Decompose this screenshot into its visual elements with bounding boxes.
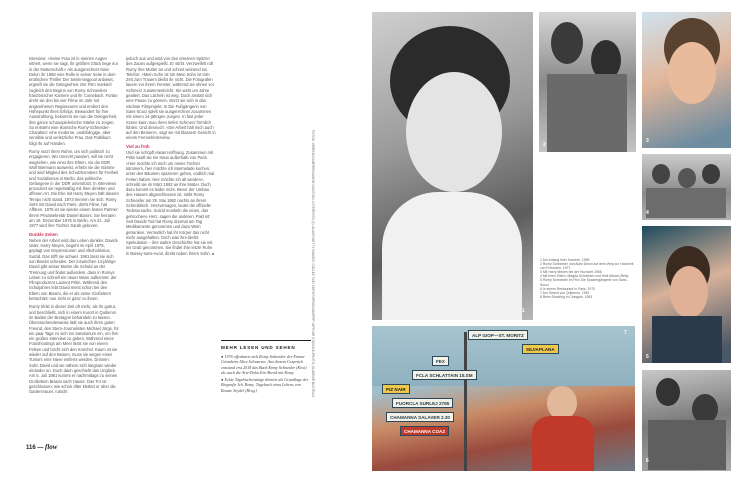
brand-logo: flow (45, 443, 58, 451)
paragraph: jedoch aus und wird von den eisernen Spitzen des Zauns aufgespießt. Er stirbt. Verzweifelt ruft Romy ihre Mutter an und schreit weinend ins Telefon: »Mein Sohn ist tot! Mein Sohn ist tot!« Zeit zum Trauern bleibt ihr nicht. Die Fotografen lauern vor ihrem Fenster, während sie ohnen vor Schmerz zusammenbricht. Sie wirkt um Jahre gealtert. Das Lächeln ist weg. Doch anstatt sich eine Pause zu gönnen, stürzt sie sich in das nächste Filmprojekt. In Die Fußgängerin von Sans-Souci spielt sie ausgerechnet zusammen mit einem 14-jährigen Jungen. In fast jeder Szene kann man ihren tiefen Schmerz förmlich fühlen. Und dennoch: »Die Arbeit hält mich auch auf den Beinen!«, sagt sie mit blassem Gesicht in einem Fernsehinterview. (126, 56, 216, 141)
box-title: MEHR LESEN UND SEHEN (221, 340, 311, 350)
more-info-box (221, 340, 311, 395)
photo-portrait-color: 3 (642, 12, 731, 148)
page-number: 116 (26, 445, 36, 451)
signpost-sign: FEX (432, 356, 449, 366)
photo-restaurant-bw: 6 (642, 370, 731, 471)
page-footer: 116 — flow (26, 443, 58, 451)
photo-portrait-smiling: 1 (372, 12, 533, 320)
signpost-sign: ALP GIOP—ST. MORITZ (468, 330, 528, 340)
photo-couple-bw: 2 (539, 12, 636, 152)
text-column-1 (29, 56, 119, 397)
shirt-shape (382, 192, 522, 320)
box-item: ● 1976 offenbarte sich Romy Schneider der Emma-Gründerin Alice Schwarzer. Aus diesem Gespräch entstand erst 2018 das Buch Romy Schneider (Kiwi) als auch die Arte-Doku Ein Abend mit Romy. (221, 354, 307, 375)
signpost-sign: FCLA SCHLATTAIN 15.SM (412, 370, 477, 380)
photo-film-still-color: 5 (642, 226, 731, 363)
subheading: Viel zu früh (126, 143, 150, 149)
paragraph: Und sie schöpft etwas Hoffnung. Zusammen mit Pétin kauft sie ein Haus außerhalb von Paris. »Hier möchte ich mich um meine Tochter kümmern, hier möchte ich Marmelade kochen, unter den Bäumen spazieren gehen, endlich mal Ferien haben. Hier möchte ich alt werden«, schreibt sie im März 1982 an ihre Mutter. Doch dazu kommt es leider nicht. Bevor der Umbau des Hauses abgeschlossen ist, stirbt Romy Schneider am 29. Mai 1982 nachts an ihrem Schreibtisch. Herzversagen, lautet die offizielle Todesursache. Suizid munkeln die einen, das gebrochene Herz, sagen die anderen. Fakt ist: Seit Davids Tod hat Romy dreimal am Tag Medikamente genommen und dazu Wein getrunken. Vermutlich hat ihr Körper das nicht mehr ausgehalten. Doch was ihre bleibt: Spekulation – ihre wahre Geschichte hat sie mit ins Grab genommen. Sie findet ihre letzte Ruhe in Boissy-sans-Avoir, direkt neben ihrem Sohn. ● (126, 150, 215, 256)
signpost-sign: PIZ NAIR (382, 384, 410, 394)
box-item: ● Echte Tagebucheinträge dienten als Grundlage der Biografie Ich, Romy. Tagebuch eines Lebens von Renate Seydel (Hrsg.) (221, 377, 309, 393)
face-shape (406, 72, 502, 192)
text-column-2 (126, 56, 216, 259)
paragraph: Neben der Arbeit wird das Leben dunkler. Davids Vater, Harry Meyen, begeht im April 1979, geplagt von Depressionen und Alkoholismus, Suizid. Das trifft sie schwer. 1981 lässt sie sich von Biasini scheiden. Der inzwischen 14-jährige David gibt seiner Mutter die Schuld an der Trennung und findet außerdem, dass in Romys Leben zu schnell ein neuer Mann aufkommt: der Filmproduzent Laurent Pétin. Während des Schuljahres lebt David meist schon bei den Eltern von Biasini, die er als seine Großeltern betrachtet; nun zieht er ganz zu ihnen. (29, 237, 118, 302)
signpost-sign: SILVAPLANA (522, 344, 559, 354)
photo-captions: 1 Am Anfang ihrer Karriere, 1959 2 Romy Schneider und Alain Delon auf dem Weg zur Hochzeit von Freunden, 1971 3 Mit Harry Meyen bei der Hochzeit 1966 4 Mit ihren Eltern, Magda Schneider und Wolf Albach-Retty 5 Romy Schneider im Film Die Spaziergängerin von Sans-Souci 6 In einem Restaurant in Paris, 1970 7 Am Strand von Quiberon, 1981 8 Beim Shooting in Ciringiah, 1983 (540, 258, 634, 299)
photo-credits: FOTOS: VERENA KAMPIERS/ANDIE DUNSTAN; INTERFOTO (2): ALAMY/GETTY IMAGES; COLLECTION CHRISTOPHEL/MAXPPP; ARTHUR STANGLE-PHOTO; VLADIMIR BUSTEAU (311, 130, 315, 397)
subheading: Dunkle Zeiten (29, 231, 58, 237)
photo-signpost-color: ALP GIOP—ST. MORITZ SILVAPLANA FEX FCLA SCHLATTAIN 15.SM PIZ NAIR FUORCLA SURLEJ 2755 CHAMANNA SALAVER 2.30 CHAMANNA COAZ 7 (372, 326, 635, 471)
signpost-sign: CHAMANNA COAZ (400, 426, 449, 436)
signpost-sign: CHAMANNA SALAVER 2.30 (386, 412, 454, 422)
paragraph: Interview: »Seine Frau ist in meinen Augen eitriert, wenn sie sagt, ihr größtes Glück liege nur in der Mutterschaft.« Als ausgerechnet Alain Delon ihr 1968 eine Rolle in seiner Seite in dem erotischen Thriller Der Swimmingpool anbietet, ergreift sie die Gelegenheit. Der Film markiert zugleich den Beginn von Romy Schneiders französischer Karriere und ihr Comeback. Fortan dreht sie drei bis vier Filme im Jahr mit angesehenen Regisseuren und erobert den Höhepunkt ihres Erfolgs. Bewundert für ihre Ausstrahlung, bekommt sie nun die Gelegenheit, ihre ganze schauspielerische Stärke zu zeigen. So entsteht eine ikonische Romy-Schneider-Charakter: eine moderne, unabhängige, aber sensible und verletzliche Frau. Das Publikum folgt ihr auf Händen. (29, 56, 118, 146)
photo-group-bw: 4 (642, 154, 731, 220)
paragraph: Romy trinkt in dieser Zeit oft mehr, als ihr guttut, und beschließt, sich in einem Kurort in Quiberon im Baden der Bretagne behandeln zu lassen. Überraschenderweise lädt sie auch ihren guten Freund, den Stern-Journalisten Michael Jürgs, für ein paar Tage zu sich ins Sanatorium ein, um ihm ein großes Interview zu geben. Während eines Fotoshootings am Meer lässt sie von einem Felsen und bricht sich den Knöchel. Kaum ist sie wieder auf den Beinen, muss sie wegen eines Tumors eine Niere entfernt werden. Drinnen: Sohn David und sie nähern sich langsam wieder einander an. Doch dann geschieht das Unglück. Am 5. Juli 1981 kommt er nachmittags zu seinen Großeltern Biasini nach Hause. Das Tor ist geschlossen; wie schon öfter klettert er über die Gartenmauer, rutscht (29, 304, 119, 395)
paragraph: Romy nutzt ihren Ruhm, um sich politisch zu engagieren. Wo Unrecht passiert, will sie nicht wegsehen, wie einst ihre Eltern. Als die DDR Wolf Biermann ausweist, erhebt sie die Stimme und wird Mitglied des Schutzkomitees für Freiheit und Sozialismus in Berlin, das politische Gefangene in der DDR unterstützt. In Interviews provoziert sie regelmäßig mit ihrer direkten und offenen Art. Die Ehe mit Harry Meyen hält diesem Tempo nicht stand. 1973 trennen sie sich. Romy zieht mit David nach Paris, dreht Filme, hat Affären. 1975 ist sie wieder einem festen Partner: ihrem Privatsekretär Daniel Biasini. Sie heiraten am 18. Dezember 1975 in Berlin. Am 21. Juli 1977 wird ihre Tochter Sarah geboren. (29, 149, 119, 229)
signpost-sign: FUORCLA SURLEJ 2755 (392, 398, 453, 408)
